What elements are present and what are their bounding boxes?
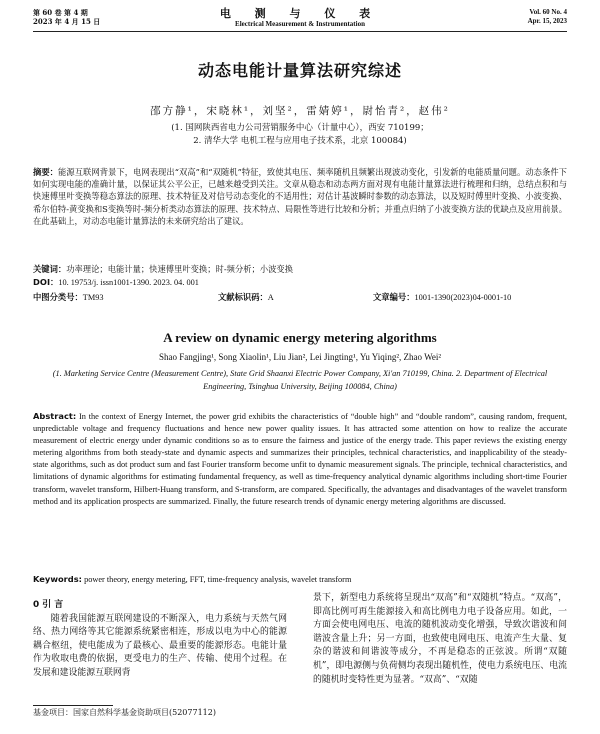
doc-code-value: A [267, 293, 274, 302]
page-title-en: A review on dynamic energy metering algorithms [163, 330, 437, 345]
keywords-en-text: power theory, energy metering, FFT, time-frequency analysis, wavelet transform [84, 575, 352, 584]
clc-value: TM93 [82, 293, 104, 302]
intro-paragraph-left: 随着我国能源互联网建设的不断深入，电力系统与天然气网络、热力网络等其它能源系统紧密相连，形成以电为中心的能源耦合枢纽，使电能成为了最核心、最重要的能源形态。电能计量作为收取电费的依据，更受电力的生产、传输、使用个过程。在发展和建设能源互联网背 [33, 613, 287, 678]
clc-code [33, 292, 104, 303]
clc-label: 中图分类号： [33, 292, 83, 302]
header-rule [33, 31, 567, 32]
date-en: Apr. 15, 2023 [527, 17, 567, 25]
intro-paragraph-right: 景下，新型电力系统将呈现出“双高”和“双随机”特点。“双高”，即高比例可再生能源接入和高比例电力电子设备应用。如此，一方面会使电网电压、电流的随机波动变化增强，导致次谐波和间谐波含量上升；另一方面，也致使电网电压、电流产生大量、复杂的谐波和间谐波等成分，不再是稳态的正弦波。所谓“双随机”，即电源侧与负荷侧均表现出随机性，使电力系统电压、电流的随机时变特性更为显著。“双高”、“双随 [313, 593, 567, 685]
doi-value: 10. 19753/j. issn1001-1390. 2023. 04. 001 [58, 278, 199, 287]
volume-en: Vol. 60 No. 4 [529, 8, 567, 16]
keywords-en-label: Keywords: [33, 574, 82, 584]
header-volume-en [528, 8, 567, 26]
doc-code-label: 文献标识码： [218, 292, 268, 302]
authors-cn: 邵方静¹，宋晓林¹，刘坚²，雷婧婷¹，尉怡青²，赵伟² [150, 105, 450, 117]
volume-cn: 第 60 卷 第 4 期 [33, 8, 88, 17]
keywords-cn [33, 263, 567, 275]
keywords-cn-text: 功率理论；电能计量；快速傅里叶变换；时-频分析；小波变换 [66, 264, 294, 274]
keywords-cn-label: 关键词： [33, 264, 67, 274]
keywords-en [33, 573, 567, 586]
body-column-right [313, 592, 567, 687]
authors-en: Shao Fangjing¹, Song Xiaolin¹, Liu Jian², Lei Jingting¹, Yu Yiqing², Zhao Wei² [158, 352, 442, 362]
affiliations-en: (1. Marketing Service Centre (Measurement Centre), State Grid Shaanxi Electric Power Company, Xi'an 710199, China. 2. Department of Electrical Engineering, Tsinghua University, Beijing 100084, China) [52, 369, 548, 391]
journal-name-cn: 电 测 与 仪 表 [219, 7, 381, 20]
document-code [218, 292, 274, 303]
abstract-en [33, 410, 567, 508]
page-title-cn: 动态电能计量算法研究综述 [197, 61, 402, 80]
doi-label: DOI： [33, 277, 59, 287]
abstract-cn-text: 能源互联网背景下，电网表现出“双高”和“双随机”特征，致使其电压、频率随机且频繁出现波动变化，引发新的电能质量问题。动态条件下如何实现电能的准确计量，以保证其公平公正，已越来越受到关注。文章从稳态和动态两方面对现有电能计量算法进行梳理和归纳，总结点积和与快速傅里叶变换等稳态算法的原理、技术特征及对信号动态变化的不适用性；对估计基波瞬时参数的动态算法，以及短时傅里叶变换、小波变换、希尔伯特-黄变换和S变换等时-频分析类动态算法的原理、技术特点、局限性等进行比较和分析；并重点归纳了小波变换方法的优缺点及应用前景。在此基础上，对动态电能计量算法的未来研究给出了建议。 [33, 167, 567, 226]
abstract-cn-label: 摘要： [33, 167, 59, 177]
affiliation-cn-2: 2. 清华大学 电机工程与应用电子技术系，北京 100084) [193, 136, 407, 146]
article-number [373, 292, 511, 303]
doi-line [33, 276, 567, 289]
abstract-cn [33, 166, 567, 227]
journal-name-en: Electrical Measurement & Instrumentation [235, 20, 365, 28]
section-heading-introduction: 0 引 言 [33, 600, 64, 610]
article-no-value: 1001-1390(2023)04-0001-10 [414, 293, 512, 302]
abstract-en-text: In the context of Energy Internet, the power grid exhibits the characteristics of “double high” and “double random”, causing random, frequent, unpredictable voltage and frequency fluctuations and hence new power quality issues. It has attracted some attention on how to realize the accurate measurement of electric energy under dynamic conditions so as to ensure the fairness and justice of the energy trade. This paper reviews the existing energy metering algorithms from both steady-state and dynamic aspects and summarizes their principles, technical characteristics, and inapplicability of the steady-state algorithms, such as dot product sum and fast Fourier transform become unfit to dynamic measurement signals. The principle, technical characteristics, and limitations of dynamic algorithms for estimating fundamental frequency, as well as time-frequency analytical dynamic algorithms including short-time Fourier transform, wavelet transform, Hilbert-Huang transform, and S-transform, are compared. Specifically, the advantages and disadvantages of the wavelet transform method and its application prospects are summarized. Finally, the future research trends of dynamic energy metering algorithms are discussed. [33, 412, 567, 506]
funding-footnote: 基金项目：国家自然科学基金资助项目(52077112) [33, 708, 216, 717]
footnote-rule [33, 705, 113, 706]
article-no-label: 文章编号： [373, 292, 415, 302]
body-column-left [33, 599, 287, 681]
date-cn: 2023 年 4 月 15 日 [33, 17, 101, 26]
header-journal [0, 7, 600, 29]
affiliation-cn-1: (1. 国网陕西省电力公司营销服务中心（计量中心），西安 710199； [171, 123, 429, 133]
abstract-en-label: Abstract: [33, 411, 77, 421]
